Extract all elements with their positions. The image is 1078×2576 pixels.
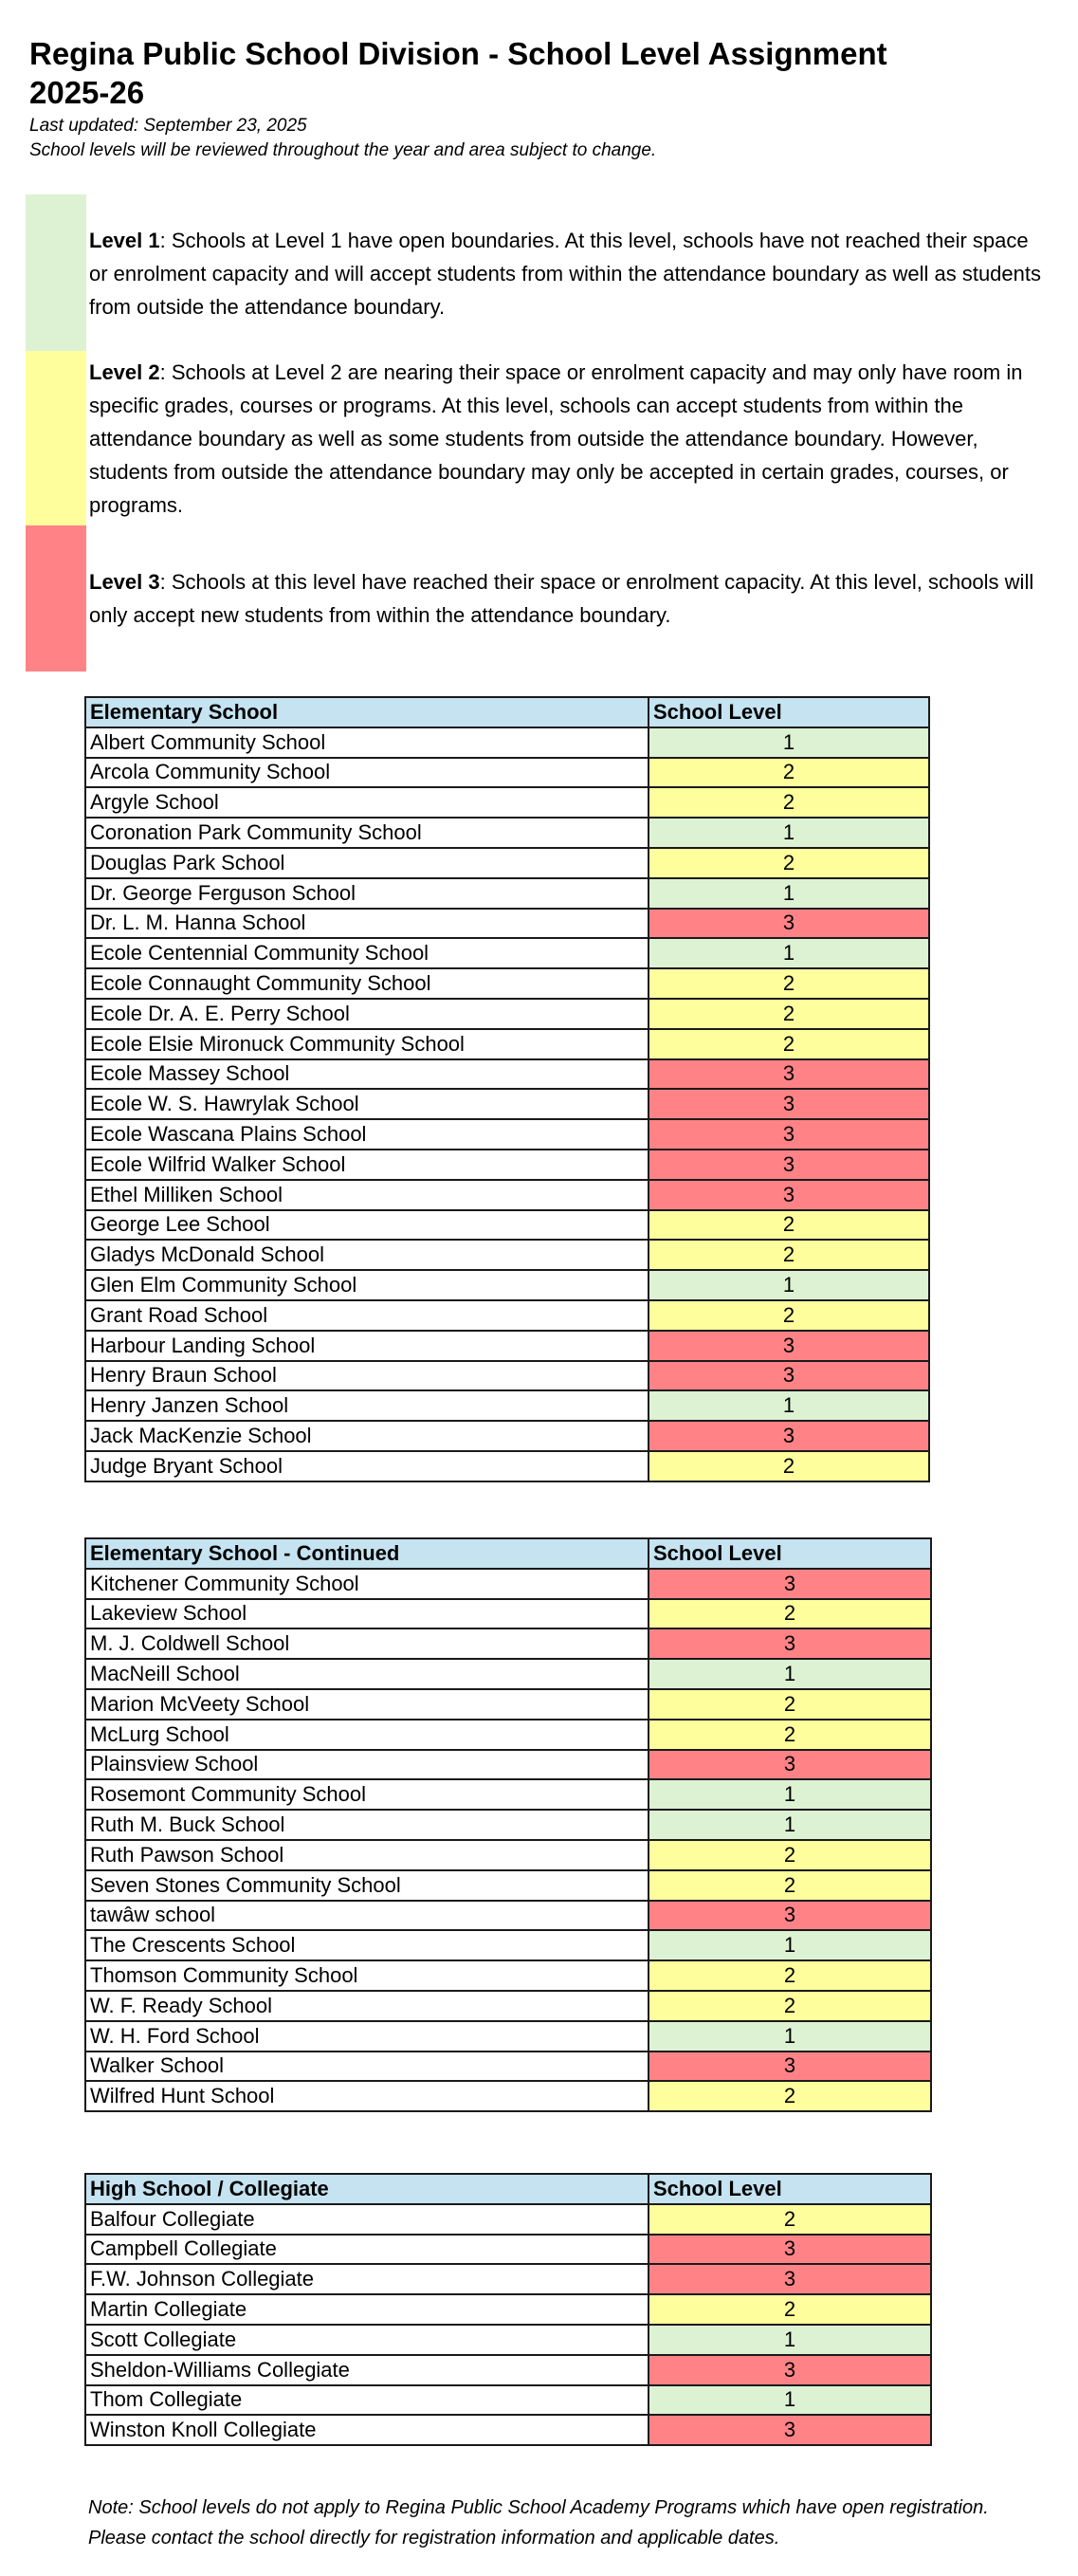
school-level-cell: 3 — [649, 1180, 929, 1210]
school-level-cell: 1 — [649, 1810, 931, 1840]
table-row — [85, 1180, 929, 1210]
school-name-cell: Dr. George Ferguson School — [85, 878, 649, 909]
table-row — [85, 787, 929, 818]
school-name-cell: Ecole Wilfrid Walker School — [85, 1150, 649, 1180]
level-1-swatch — [26, 194, 86, 351]
table-row — [85, 1150, 929, 1180]
school-name-cell: Martin Collegiate — [85, 2294, 649, 2325]
school-name-cell: M. J. Coldwell School — [85, 1628, 649, 1659]
table-row — [85, 1901, 931, 1931]
school-name-cell: W. F. Ready School — [85, 1991, 649, 2021]
school-name-header: Elementary School - Continued — [85, 1538, 649, 1569]
school-level-cell: 3 — [649, 1089, 929, 1119]
table-row — [85, 878, 929, 909]
table-row — [85, 1779, 931, 1810]
school-name-cell: Coronation Park Community School — [85, 818, 649, 848]
school-level-cell: 3 — [649, 1750, 931, 1780]
school-name-cell: Henry Braun School — [85, 1361, 649, 1391]
title-line-2: 2025-26 — [29, 75, 145, 111]
table-row — [85, 968, 929, 999]
table-row — [85, 2294, 931, 2325]
table-row — [85, 2415, 931, 2445]
school-name-cell: The Crescents School — [85, 1930, 649, 1960]
table-row — [85, 1361, 929, 1391]
school-level-cell: 3 — [649, 1059, 929, 1090]
table-row — [85, 2385, 931, 2416]
school-name-cell: Ecole Dr. A. E. Perry School — [85, 999, 649, 1029]
table-row — [85, 2204, 931, 2235]
school-level-cell: 3 — [649, 2052, 931, 2082]
review-note: School levels will be reviewed throughout the year and area subject to change. — [29, 140, 657, 160]
school-level-cell: 2 — [649, 1210, 929, 1241]
page-title — [29, 34, 887, 113]
school-level-cell: 2 — [649, 1840, 931, 1870]
school-level-cell: 1 — [649, 1779, 931, 1810]
table-row — [85, 1451, 929, 1481]
school-level-cell: 2 — [649, 1240, 929, 1270]
school-name-cell: Ecole Centennial Community School — [85, 938, 649, 968]
school-name-cell: Jack MacKenzie School — [85, 1421, 649, 1451]
school-name-cell: Douglas Park School — [85, 848, 649, 878]
school-name-cell: Wilfred Hunt School — [85, 2081, 649, 2111]
school-level-cell: 1 — [649, 1930, 931, 1960]
school-level-cell: 2 — [649, 1029, 929, 1059]
school-level-cell: 2 — [649, 848, 929, 878]
table-row — [85, 1599, 931, 1629]
school-level-cell: 1 — [649, 818, 929, 848]
table-row — [85, 1059, 929, 1090]
table-row — [85, 2081, 931, 2111]
school-level-cell: 1 — [649, 727, 929, 758]
high-school-table — [84, 2173, 932, 2446]
footer-note: Note: School levels do not apply to Regina Public School Academy Programs which have open registration. Please contact the school directly for registration information and applicable dates. — [88, 2497, 989, 2548]
school-name-cell: Harbour Landing School — [85, 1331, 649, 1361]
table-row — [85, 1421, 929, 1451]
school-level-cell: 1 — [649, 1270, 929, 1300]
school-name-cell: Lakeview School — [85, 1599, 649, 1629]
table-row — [85, 1569, 931, 1599]
school-level-cell: 2 — [649, 787, 929, 818]
legend-level-3-description: : Schools at this level have reached their space or enrolment capacity. At this level, schools will only accept new students from within the attendance boundary. — [89, 570, 1034, 627]
school-name-cell: Marion McVeety School — [85, 1689, 649, 1720]
school-name-header: High School / Collegiate — [85, 2174, 649, 2204]
school-level-cell: 3 — [649, 1901, 931, 1931]
school-name-cell: Albert Community School — [85, 727, 649, 758]
table-row — [85, 1659, 931, 1689]
legend-level-1-text — [89, 224, 1047, 323]
school-name-cell: Ruth Pawson School — [85, 1840, 649, 1870]
school-level-cell: 1 — [649, 1390, 929, 1421]
table-row — [85, 2355, 931, 2385]
table-row — [85, 2264, 931, 2294]
elementary-school-continued-table — [84, 1537, 932, 2112]
table-row — [85, 1300, 929, 1331]
school-name-cell: George Lee School — [85, 1210, 649, 1241]
school-level-cell: 2 — [649, 2081, 931, 2111]
table-row — [85, 1750, 931, 1780]
legend-level-1 — [26, 194, 1059, 351]
school-level-cell: 2 — [649, 999, 929, 1029]
school-name-cell: McLurg School — [85, 1720, 649, 1750]
school-level-cell: 2 — [649, 2294, 931, 2325]
school-level-header: School Level — [649, 2174, 931, 2204]
school-level-cell: 1 — [649, 1659, 931, 1689]
school-name-cell: Ecole W. S. Hawrylak School — [85, 1089, 649, 1119]
school-level-cell: 2 — [649, 968, 929, 999]
school-level-cell: 2 — [649, 1599, 931, 1629]
school-level-cell: 2 — [649, 1300, 929, 1331]
school-name-cell: Kitchener Community School — [85, 1569, 649, 1599]
table-row — [85, 2021, 931, 2052]
legend-level-2 — [26, 351, 1059, 525]
legend-level-1-description: : Schools at Level 1 have open boundaries. At this level, schools have not reached their space or enrolment capacity and will accept students from within the attendance boundary as well as students from outside the attendance boundary. — [89, 229, 1041, 319]
school-name-cell: Scott Collegiate — [85, 2325, 649, 2355]
school-name-cell: Thom Collegiate — [85, 2385, 649, 2416]
school-level-cell: 2 — [649, 1689, 931, 1720]
school-level-cell: 3 — [649, 909, 929, 939]
school-level-cell: 3 — [649, 1331, 929, 1361]
school-name-cell: tawâw school — [85, 1901, 649, 1931]
school-level-cell: 3 — [649, 2264, 931, 2294]
school-level-header: School Level — [649, 697, 929, 727]
school-level-cell: 1 — [649, 2385, 931, 2416]
school-level-cell: 2 — [649, 1720, 931, 1750]
school-name-cell: Sheldon-Williams Collegiate — [85, 2355, 649, 2385]
school-name-cell: Arcola Community School — [85, 758, 649, 788]
school-name-cell: Ruth M. Buck School — [85, 1810, 649, 1840]
table-row — [85, 999, 929, 1029]
school-name-cell: Rosemont Community School — [85, 1779, 649, 1810]
table-row — [85, 2052, 931, 2082]
school-level-cell: 1 — [649, 878, 929, 909]
last-updated: Last updated: September 23, 2025 — [29, 116, 307, 136]
school-level-cell: 3 — [649, 2235, 931, 2265]
table-row — [85, 938, 929, 968]
school-level-cell: 2 — [649, 1451, 929, 1481]
school-level-cell: 3 — [649, 1569, 931, 1599]
table-row — [85, 1930, 931, 1960]
legend-level-3 — [26, 525, 1059, 672]
table-row — [85, 1628, 931, 1659]
school-name-cell: F.W. Johnson Collegiate — [85, 2264, 649, 2294]
table-row — [85, 2235, 931, 2265]
table-row — [85, 1689, 931, 1720]
table-row — [85, 1210, 929, 1241]
elementary-school-table — [84, 696, 930, 1482]
school-level-cell: 2 — [649, 2204, 931, 2235]
meta-info — [29, 114, 656, 163]
legend-level-2-description: : Schools at Level 2 are nearing their space or enrolment capacity and may only have room in specific grades, courses or programs. At this level, schools can accept students from within the attendance boundary as well as some students from outside the attendance boundary. However, students from outside the attendance boundary may only be accepted in certain grades, courses, or programs. — [89, 360, 1023, 517]
school-name-cell: Thomson Community School — [85, 1960, 649, 1991]
school-name-cell: Ecole Elsie Mironuck Community School — [85, 1029, 649, 1059]
legend-level-1-label: Level 1 — [89, 229, 160, 252]
table-header-row — [85, 1538, 931, 1569]
school-name-cell: Campbell Collegiate — [85, 2235, 649, 2265]
table-row — [85, 1089, 929, 1119]
table-row — [85, 1991, 931, 2021]
school-level-cell: 1 — [649, 2021, 931, 2052]
title-line-1: Regina Public School Division - School Level Assignment — [29, 36, 887, 71]
school-level-cell: 2 — [649, 758, 929, 788]
school-level-cell: 2 — [649, 1960, 931, 1991]
school-level-cell: 3 — [649, 1421, 929, 1451]
school-name-cell: Ecole Connaught Community School — [85, 968, 649, 999]
table-row — [85, 1029, 929, 1059]
school-name-cell: MacNeill School — [85, 1659, 649, 1689]
legend-level-2-label: Level 2 — [89, 360, 160, 384]
table-row — [85, 1840, 931, 1870]
table-row — [85, 1720, 931, 1750]
school-name-cell: Walker School — [85, 2052, 649, 2082]
table-row — [85, 909, 929, 939]
school-name-cell: Glen Elm Community School — [85, 1270, 649, 1300]
legend-level-2-text — [89, 356, 1047, 522]
school-level-cell: 1 — [649, 2325, 931, 2355]
table-row — [85, 818, 929, 848]
school-level-cell: 3 — [649, 1361, 929, 1391]
table-row — [85, 848, 929, 878]
legend-level-3-text — [89, 565, 1047, 632]
school-name-cell: Henry Janzen School — [85, 1390, 649, 1421]
school-level-cell: 1 — [649, 938, 929, 968]
legend-level-3-label: Level 3 — [89, 570, 160, 594]
table-header-row — [85, 2174, 931, 2204]
table-header-row — [85, 697, 929, 727]
level-2-swatch — [26, 351, 86, 525]
school-name-cell: Gladys McDonald School — [85, 1240, 649, 1270]
school-level-cell: 3 — [649, 1119, 929, 1150]
level-3-swatch — [26, 525, 86, 672]
table-row — [85, 1390, 929, 1421]
school-level-header: School Level — [649, 1538, 931, 1569]
school-name-cell: Ethel Milliken School — [85, 1180, 649, 1210]
school-name-header: Elementary School — [85, 697, 649, 727]
school-level-cell: 3 — [649, 2355, 931, 2385]
school-name-cell: Judge Bryant School — [85, 1451, 649, 1481]
table-row — [85, 727, 929, 758]
school-name-cell: Grant Road School — [85, 1300, 649, 1331]
school-name-cell: Ecole Massey School — [85, 1059, 649, 1090]
school-name-cell: Balfour Collegiate — [85, 2204, 649, 2235]
school-name-cell: Dr. L. M. Hanna School — [85, 909, 649, 939]
school-name-cell: Seven Stones Community School — [85, 1870, 649, 1901]
table-row — [85, 1240, 929, 1270]
school-level-cell: 3 — [649, 1628, 931, 1659]
table-row — [85, 1870, 931, 1901]
table-row — [85, 1119, 929, 1150]
table-row — [85, 1270, 929, 1300]
school-name-cell: Winston Knoll Collegiate — [85, 2415, 649, 2445]
school-level-cell: 3 — [649, 2415, 931, 2445]
school-level-cell: 2 — [649, 1991, 931, 2021]
school-name-cell: Ecole Wascana Plains School — [85, 1119, 649, 1150]
school-name-cell: Plainsview School — [85, 1750, 649, 1780]
school-name-cell: Argyle School — [85, 787, 649, 818]
table-row — [85, 1331, 929, 1361]
table-row — [85, 758, 929, 788]
table-row — [85, 2325, 931, 2355]
school-name-cell: W. H. Ford School — [85, 2021, 649, 2052]
table-row — [85, 1960, 931, 1991]
school-level-cell: 3 — [649, 1150, 929, 1180]
table-row — [85, 1810, 931, 1840]
school-level-cell: 2 — [649, 1870, 931, 1901]
